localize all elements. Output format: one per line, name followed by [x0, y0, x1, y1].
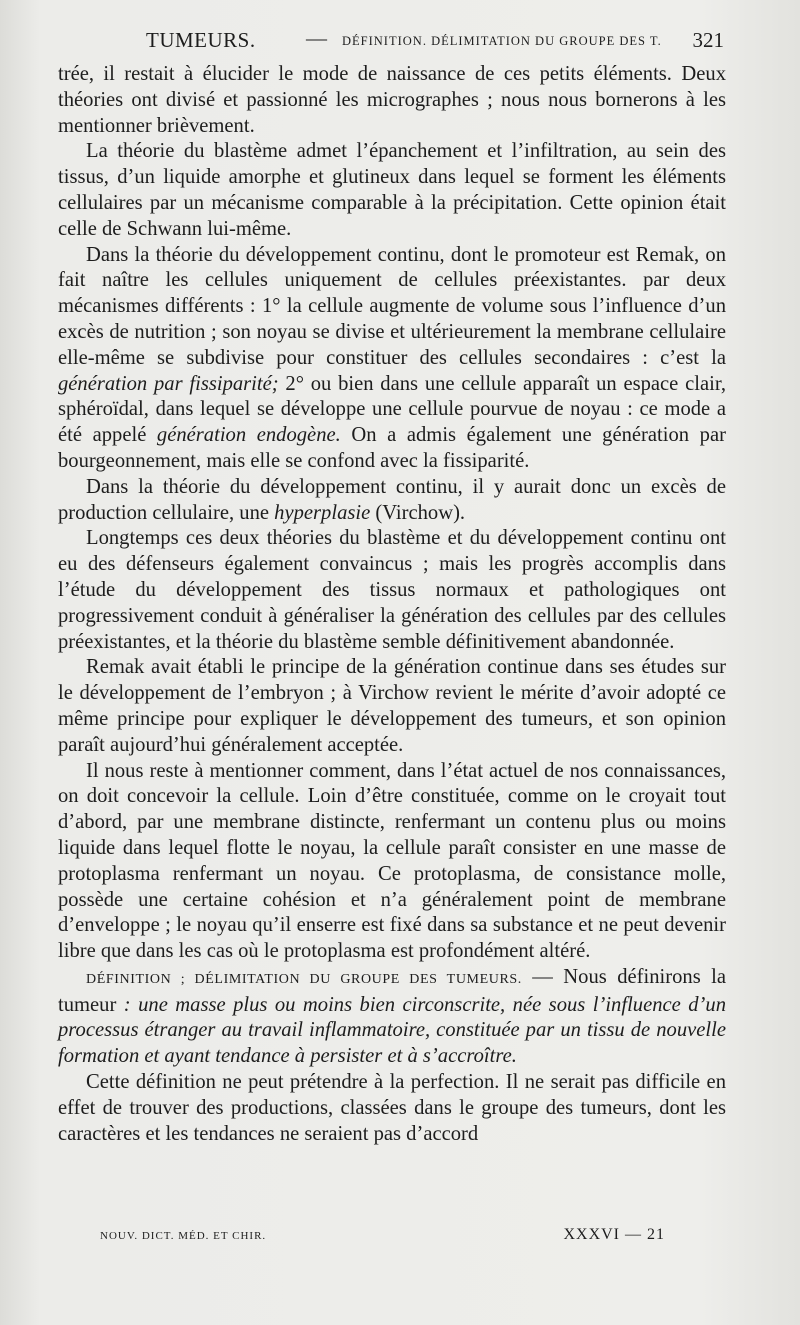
- text-run: Remak avait établi le principe de la génération continue dans ses études sur le développement de l’embryon ; à Virchow revient le mérite d’avoir adopté ce même principe pour expliquer le développement des tumeurs, et son opinion paraît aujourd’hui généralement acceptée.: [58, 656, 726, 756]
- paragraph-p7: [58, 759, 726, 965]
- paragraph-p6: [58, 655, 726, 758]
- text-run: (Virchow).: [370, 501, 466, 524]
- paragraph-p1: [58, 62, 726, 139]
- text-run: Il nous reste à mentionner comment, dans l’état actuel de nos connaissances, on doit concevoir la cellule. Loin d’être constituée, comme on le croyait tout d’abord, par une membrane distincte, renfermant un contenu plus ou moins liquide dans lequel flotte le noyau, la cellule paraît consister en une masse de protoplasma renfermant un noyau. Ce protoplasma, de consistance molle, possède une certaine cohésion et n’a généralement point de membrane d’enveloppe ; le noyau qu’il enserre est fixé dans sa substance et ne peut devenir libre que dans les cas où le protoplasma est profondément altéré.: [58, 759, 726, 963]
- italic-text: génération par fissiparité;: [58, 372, 279, 395]
- text-run: On a admis également une génération par bourgeonnement, mais elle se confond avec la fissiparité.: [58, 424, 726, 472]
- header-title: TUMEURS.: [146, 28, 256, 52]
- body-text: [58, 62, 726, 1147]
- header-dash: —: [306, 26, 327, 50]
- page-number: 321: [692, 28, 724, 52]
- italic-text: hyperplasie: [274, 501, 371, 524]
- small-caps-heading: DÉFINITION ; DÉLIMITATION DU GROUPE DES TUMEURS.: [86, 971, 522, 987]
- text-run: 2° ou bien dans une cellule apparaît un espace clair, sphéroïdal, dans lequel se développe une cellule pourvue de noyau : ce mode a été appelé: [58, 372, 726, 447]
- text-run: Longtemps ces deux théories du blastème et du développement continu ont eu des défenseurs également convaincus ; mais les progrès accomplis dans l’étude du développement des tissus normaux et pathologiques ont progressivement conduit à généraliser la génération des cellules par des cellules préexistantes, et la théorie du blastème semble définitivement abandonnée.: [58, 527, 726, 653]
- text-run: La théorie du blastème admet l’épanchement et l’infiltration, au sein des tissus, d’un liquide amorphe et glutineux dans lequel se forment les éléments cellulaires par un mécanisme comparable à la précipitation. Cette opinion était celle de Schwann lui-même.: [58, 140, 726, 240]
- text-run: Dans la théorie du développement continu, il y aurait donc un excès de production cellulaire, une: [58, 475, 726, 524]
- italic-text: : une masse plus ou moins bien circonscrite, née sous l’influence d’un processus étranger au travail inflammatoire, constituée par un tissu de nouvelle formation et ayant tendance à persister et à s’accroître.: [58, 993, 727, 1068]
- text-run: trée, il restait à élucider le mode de naissance de ces petits éléments. Deux théories ont divisé et passionné les micrographes ; nous nous bornerons à les mentionner brièvement.: [58, 63, 726, 137]
- page-footer: [100, 1226, 665, 1248]
- paragraph-p8: [58, 965, 726, 1070]
- header-subtitle: DÉFINITION. DÉLIMITATION DU GROUPE DES T.: [342, 34, 662, 48]
- paragraph-p4: [58, 475, 726, 527]
- text-run: Cette définition ne peut prétendre à la perfection. Il ne serait pas difficile en effet de trouver des productions, classées dans le groupe des tumeurs, dont les caractères et les tendances ne seraient pas d’accord: [58, 1071, 726, 1145]
- paragraph-p9: [58, 1070, 726, 1147]
- text-run: Dans la théorie du développement continu, dont le promoteur est Remak, on fait naître les cellules uniquement de cellules préexistantes. par deux mécanismes différents : 1° la cellule augmente de volume sous l’influence d’un excès de nutrition ; son noyau se divise et ultérieurement la membrane cellulaire elle-même se subdivise pour constituer des cellules secondaires : c’est la: [58, 243, 726, 369]
- text-run: — Nous définirons la tumeur: [58, 965, 726, 1016]
- footer-publication: NOUV. DICT. MÉD. ET CHIR.: [100, 1230, 267, 1242]
- italic-text: génération endogène.: [156, 424, 341, 447]
- running-header: [58, 28, 728, 58]
- paragraph-p5: [58, 526, 726, 655]
- paragraph-p3: [58, 243, 726, 475]
- paragraph-p2: [58, 139, 726, 242]
- footer-signature: XXXVI — 21: [563, 1226, 665, 1243]
